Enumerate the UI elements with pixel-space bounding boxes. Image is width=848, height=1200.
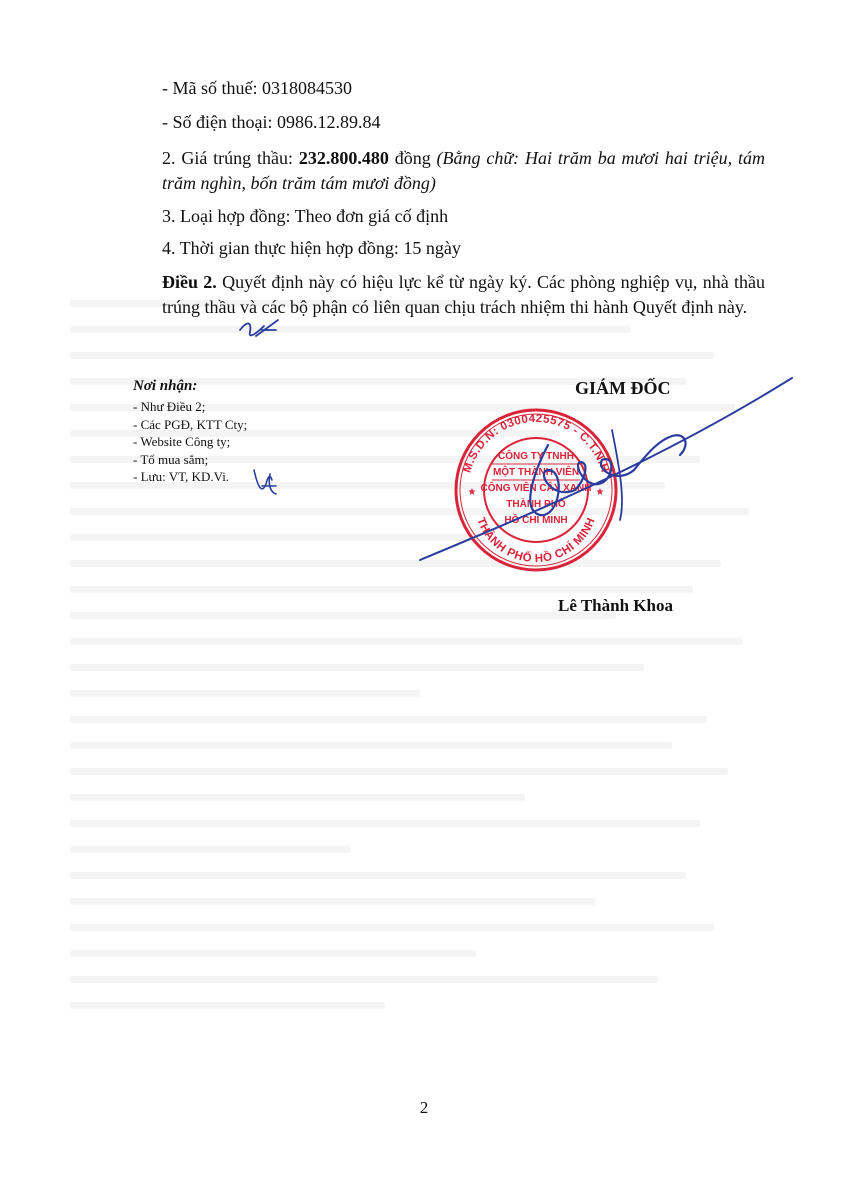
seal-inner-line: HỒ CHÍ MINH [504,515,568,526]
contract-type-line: 3. Loại hợp đồng: Theo đơn giá cố định [162,206,449,226]
recipients-title: Nơi nhận: [133,378,198,394]
recipient-item: - Website Công ty; [133,434,231,449]
signer-title: GIÁM ĐỐC [575,378,671,398]
article-2-label: Điều 2. [162,272,217,292]
signer-name: Lê Thành Khoa [558,596,673,615]
winning-price-amount: 232.800.480 [298,148,389,168]
recipient-item: - Lưu: VT, KD.Vi. [133,469,230,484]
winning-price-in-words: (Bằng chữ: Hai trăm ba mươi hai triệu, tám trăm nghìn, bốn trăm tám mươi đồng) [162,148,766,193]
phone-line: - Số điện thoại: 0986.12.89.84 [162,112,381,132]
seal-inner-line: THÀNH PHỐ [506,499,566,510]
article-2-text: Quyết định này có hiệu lực kể từ ngày ký. Các phòng nghiệp vụ, nhà thầu trúng thầu và các bộ phận có liên quan chịu trách nhiệm thi hành Quyết định này. [162,272,766,317]
seal-outer-top-text: M.S.D.N: 0300425575 - C.T.N.H [461,412,611,475]
seal-outer-bottom-text: THÀNH PHỐ HỒ CHÍ MINH [474,515,598,566]
seal-star-icon: ★ [467,487,477,498]
tax-code-line: - Mã số thuế: 0318084530 [162,78,352,98]
recipient-item: - Các PGĐ, KTT Cty; [133,416,248,432]
winning-price-unit: đồng [388,148,437,168]
initials-mark [240,320,278,336]
recipient-item: - Như Điều 2; [133,399,206,414]
seal-star-icon: ★ [595,487,605,498]
initials-mark [254,470,276,494]
seal-inner-line: MỘT THÀNH VIÊN [492,467,580,478]
contract-duration-line: 4. Thời gian thực hiện hợp đồng: 15 ngày [162,238,461,258]
seal-inner-line: CÔNG TY TNHH [498,451,574,462]
winning-price-label: 2. Giá trúng thầu: [162,148,299,168]
page-number: 2 [419,1098,429,1117]
recipient-item: - Tổ mua sắm; [133,451,209,467]
seal-inner-line: CÔNG VIÊN CÂY XANH [480,483,592,494]
